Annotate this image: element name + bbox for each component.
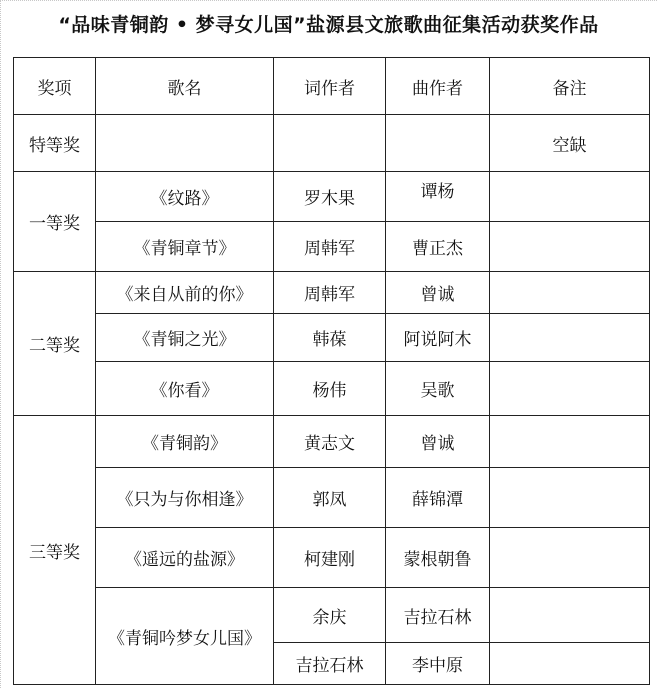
lyricist-cell: 郭凤 bbox=[274, 468, 386, 528]
note-cell bbox=[490, 468, 650, 528]
table-row bbox=[14, 468, 650, 528]
song-cell: 《遥远的盐源》 bbox=[96, 528, 274, 588]
lyricist-cell: 周韩军 bbox=[274, 272, 386, 314]
sheet-gridline bbox=[0, 0, 657, 1]
header-composer: 曲作者 bbox=[386, 58, 490, 115]
note-cell bbox=[490, 272, 650, 314]
award-cell-second: 二等奖 bbox=[14, 272, 96, 416]
song-cell bbox=[96, 115, 274, 172]
lyricist-cell: 罗木果 bbox=[274, 172, 386, 222]
document-title: “品味青铜韵 • 梦寻女儿国”盐源县文旅歌曲征集活动获奖作品 bbox=[58, 14, 599, 36]
table-row-special bbox=[14, 115, 650, 172]
header-note: 备注 bbox=[490, 58, 650, 115]
lyricist-cell bbox=[274, 115, 386, 172]
composer-cell: 李中原 bbox=[386, 643, 490, 685]
composer-cell: 吉拉石林 bbox=[386, 588, 490, 643]
table-row bbox=[14, 588, 650, 643]
table-row bbox=[14, 528, 650, 588]
table-row bbox=[14, 362, 650, 416]
song-cell: 《青铜之光》 bbox=[96, 314, 274, 362]
composer-cell: 薛锦潭 bbox=[386, 468, 490, 528]
composer-cell bbox=[386, 115, 490, 172]
composer-cell: 阿说阿木 bbox=[386, 314, 490, 362]
header-lyricist: 词作者 bbox=[274, 58, 386, 115]
table-row bbox=[14, 222, 650, 272]
composer-cell: 吴歌 bbox=[386, 362, 490, 416]
lyricist-cell: 柯建刚 bbox=[274, 528, 386, 588]
song-cell: 《青铜章节》 bbox=[96, 222, 274, 272]
note-cell bbox=[490, 528, 650, 588]
table-row bbox=[14, 272, 650, 314]
award-cell-special: 特等奖 bbox=[14, 115, 96, 172]
header-award: 奖项 bbox=[14, 58, 96, 115]
song-cell: 《青铜韵》 bbox=[96, 416, 274, 468]
composer-cell: 曾诚 bbox=[386, 416, 490, 468]
note-cell bbox=[490, 588, 650, 643]
table-row bbox=[14, 172, 650, 222]
song-cell: 《来自从前的你》 bbox=[96, 272, 274, 314]
award-cell-first: 一等奖 bbox=[14, 172, 96, 272]
song-cell: 《青铜吟梦女儿国》 bbox=[96, 588, 274, 685]
composer-cell: 曾诚 bbox=[386, 272, 490, 314]
note-cell bbox=[490, 222, 650, 272]
song-cell: 《只为与你相逢》 bbox=[96, 468, 274, 528]
composer-cell: 谭杨 bbox=[386, 172, 490, 222]
song-cell: 《纹路》 bbox=[96, 172, 274, 222]
lyricist-cell: 黄志文 bbox=[274, 416, 386, 468]
note-cell bbox=[490, 362, 650, 416]
song-cell: 《你看》 bbox=[96, 362, 274, 416]
composer-cell: 蒙根朝鲁 bbox=[386, 528, 490, 588]
sheet-gridline bbox=[0, 0, 1, 688]
header-song: 歌名 bbox=[96, 58, 274, 115]
awards-table bbox=[13, 57, 650, 685]
table-row bbox=[14, 416, 650, 468]
table-header-row bbox=[14, 58, 650, 115]
lyricist-cell: 韩葆 bbox=[274, 314, 386, 362]
composer-cell: 曹正杰 bbox=[386, 222, 490, 272]
note-cell: 空缺 bbox=[490, 115, 650, 172]
note-cell bbox=[490, 416, 650, 468]
lyricist-cell: 吉拉石林 bbox=[274, 643, 386, 685]
note-cell bbox=[490, 314, 650, 362]
note-cell bbox=[490, 172, 650, 222]
lyricist-cell: 杨伟 bbox=[274, 362, 386, 416]
award-cell-third: 三等奖 bbox=[14, 416, 96, 685]
table-row bbox=[14, 314, 650, 362]
note-cell bbox=[490, 643, 650, 685]
lyricist-cell: 周韩军 bbox=[274, 222, 386, 272]
lyricist-cell: 余庆 bbox=[274, 588, 386, 643]
